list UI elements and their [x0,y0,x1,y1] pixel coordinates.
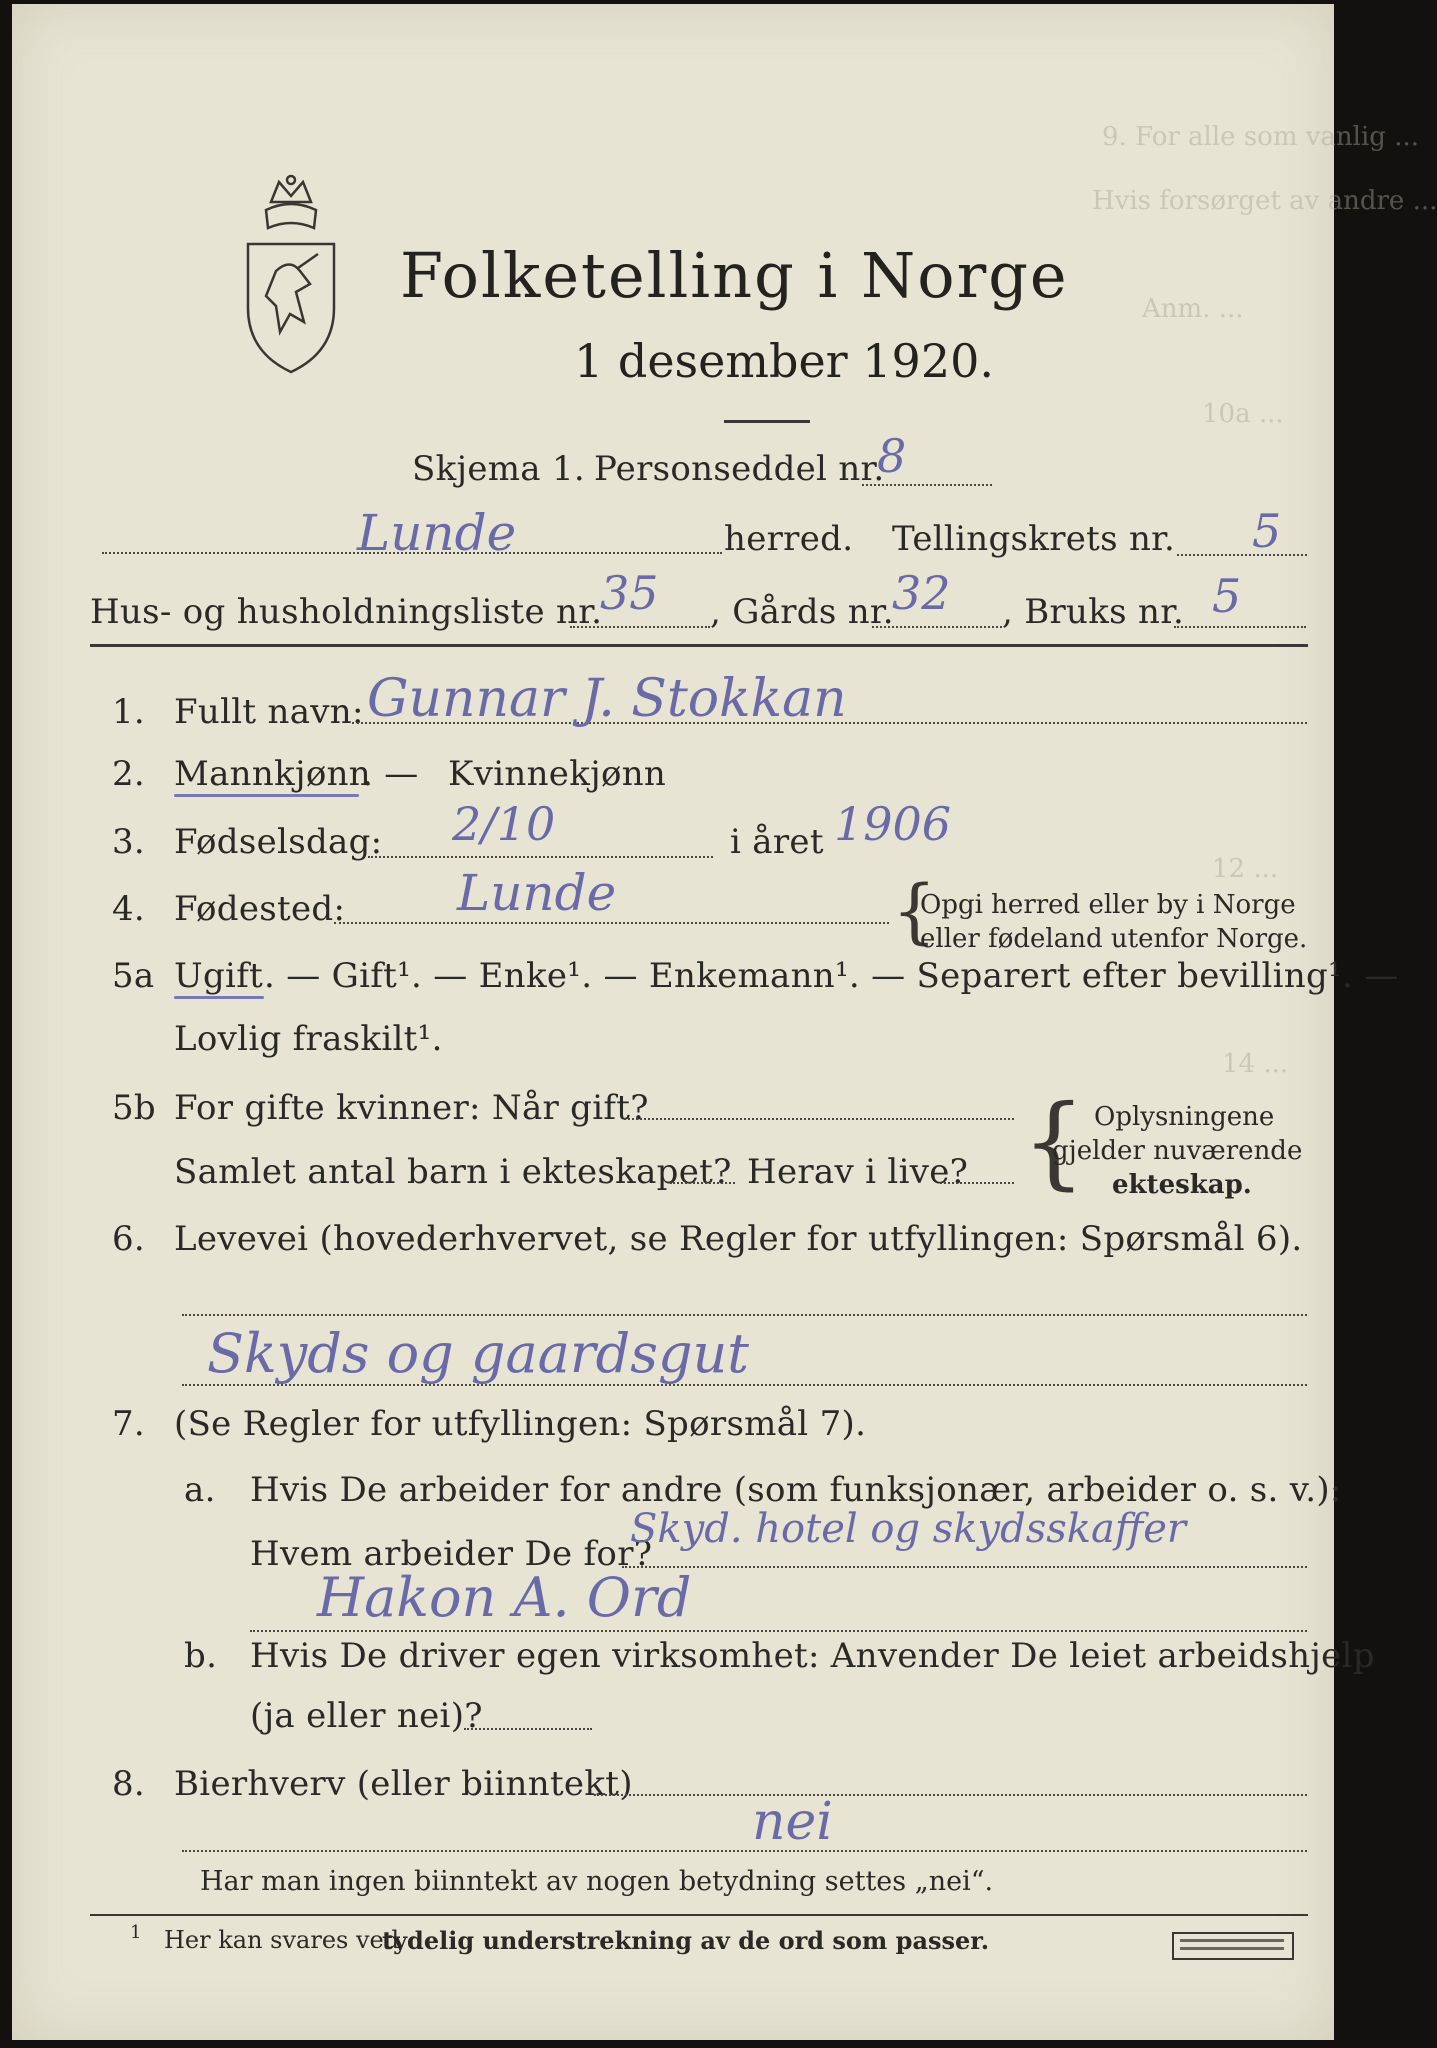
q4-number: 4. [112,889,146,929]
q7a-dots-2 [250,1630,1307,1632]
gender-male-option[interactable]: Mannkjønn [174,754,371,794]
q3-year-label: i året [730,822,824,862]
q7b-letter: b. [184,1636,218,1676]
q7a-line2: Hvem arbeider De for? [250,1534,653,1574]
q7-label: (Se Regler for utfyllingen: Spørsmål 7). [174,1404,867,1444]
hus-value[interactable]: 35 [600,566,659,620]
q5b-number: 5b [112,1088,156,1128]
herred-label: herred. [724,519,854,559]
tellingskrets-dots [1177,554,1307,556]
q3-number: 3. [112,822,146,862]
q8-dots-2 [182,1850,1307,1852]
coat-of-arms-icon [234,176,348,376]
q5b-line2: Samlet antal barn i ekteskapet? [174,1152,732,1192]
q7b-dots [464,1728,592,1730]
gender-female-option[interactable]: Kvinnekjønn [448,754,667,794]
personseddel-dots [862,484,992,486]
q4-brace: { [892,870,937,952]
footnote-bold: tydelig understrekning av de ord som passer. [382,1926,990,1955]
bruks-label: , Bruks nr. [1002,592,1185,632]
q7b-line2: (ja eller nei)? [250,1696,483,1736]
footer-rule [90,1914,1308,1916]
gards-label: , Gårds nr. [710,592,894,632]
birth-year-value[interactable]: 1906 [834,797,952,851]
q3-label: Fødselsdag: [174,822,383,862]
q5b-dots-1 [624,1118,1014,1120]
footnote-text: Her kan svares ved [164,1926,400,1954]
full-name-value[interactable]: Gunnar J. Stokkan [367,669,847,729]
q5b-note-3: ekteskap. [1112,1170,1252,1200]
gards-dots [872,626,1002,628]
employer-value-1[interactable]: Skyd. hotel og skydsskaffer [630,1506,1187,1552]
tellingskrets-value[interactable]: 5 [1252,504,1282,558]
q5b-note-1: Oplysningene [1094,1102,1275,1132]
birthplace-value[interactable]: Lunde [457,864,617,922]
q5b-note-2: gjelder nuværende [1052,1136,1303,1166]
q8-label: Bierhverv (eller biinntekt) [174,1764,633,1804]
employer-value-2[interactable]: Hakon A. Ord [317,1566,692,1629]
footnote-marker: 1 [130,1922,142,1943]
hus-label: Hus- og husholdningsliste nr. [90,592,603,632]
tellingskrets-label: Tellingskrets nr. [892,519,1176,559]
q1-number: 1. [112,692,146,732]
title-divider [724,420,810,423]
schema-label: Skjema 1. [412,449,586,489]
q3-dots [368,856,713,858]
q2-number: 2. [112,754,146,794]
hus-dots [570,626,710,628]
q6-number: 6. [112,1219,146,1259]
herred-value[interactable]: Lunde [357,504,517,562]
q5b-label: For gifte kvinner: Når gift? [174,1088,649,1128]
q2-separator: . — [362,754,419,794]
q5b-alive: Herav i live? [747,1152,969,1192]
birth-date-value[interactable]: 2/10 [452,797,556,851]
q6-dots-2 [182,1384,1307,1386]
male-underline [174,794,359,797]
ugift-underline [174,996,264,999]
q5a-number: 5a [112,956,155,996]
printer-stamp [1172,1932,1294,1960]
q5b-brace: { [1022,1083,1086,1200]
q4-note-2: eller fødeland utenfor Norge. [920,924,1308,954]
q4-label: Fødested: [174,889,346,929]
q1-label: Fullt navn: [174,692,364,732]
q5b-dots-2 [670,1182,735,1184]
q6-label: Levevei (hovederhvervet, se Regler for utfyllingen: Spørsmål 6). [174,1219,1303,1259]
q8-note: Har man ingen biinntekt av nogen betydning settes „nei“. [200,1866,994,1897]
q7-number: 7. [112,1404,146,1444]
header-rule [90,644,1308,647]
q8-dots-1 [594,1794,1307,1796]
q7a-dots-1 [622,1566,1307,1568]
q4-note-1: Opgi herred eller by i Norge [920,890,1296,920]
personseddel-label: Personseddel nr. [594,449,885,489]
q4-dots [334,922,889,924]
bruks-value[interactable]: 5 [1212,569,1242,623]
q8-number: 8. [112,1764,146,1804]
q5b-dots-3 [940,1182,1014,1184]
occupation-value[interactable]: Skyds og gaardsgut [207,1322,750,1385]
q5a-options[interactable]: . — Gift¹. — Enke¹. — Enkemann¹. — Separert efter bevilling¹. — [264,956,1399,996]
census-date: 1 desember 1920. [574,334,994,388]
gards-value[interactable]: 32 [892,566,951,620]
status-ugift-option[interactable]: Ugift [174,956,264,996]
side-income-value[interactable]: nei [752,1792,833,1852]
q7b-label: Hvis De driver egen virksomhet: Anvender De leiet arbeidshjelp [250,1636,1375,1676]
form-title: Folketelling i Norge [400,239,1069,312]
q7a-letter: a. [184,1470,216,1510]
q5a-line2[interactable]: Lovlig fraskilt¹. [174,1019,443,1059]
bruks-dots [1174,626,1306,628]
q7a-label: Hvis De arbeider for andre (som funksjonær, arbeider o. s. v.): [250,1470,1342,1510]
census-form: 9. For alle som vanlig ... Hvis forsørget av andre ... Anm. ... 10a ... 12 ... 14 ... Folketelling i Norge 1 desember 1920. Skjema 1. Personseddel nr. 8 Lunde herred. Tellingskrets nr. 5 Hus- og husholdningsliste nr. 35 , Gårds nr. 32 , Bruks nr. 5 1. Fullt navn: Gunnar J. Stokkan 2. Mannkjønn . — Kvinnekjønn 3. Fødselsdag: 2/10 i året 1906 4. Fødested: Lunde { Opgi herred eller by i Norge eller fødeland utenfor Norge. 5a Ugift . — Gift¹. — Enke¹. — Enkemann¹. — Separert efter bevilling¹. — Lovlig fraskilt¹. 5b For gifte kvinner: Når gift? Samlet antal barn i ekteskapet? Herav i live? { Oplysningene gjelder nuværende ekteskap. 6. Levevei (hovederhvervet, se Regler for utfyllingen: Spørsmål 6). Skyds og gaardsgut 7. (Se Regler for utfyllingen: Spørsmål 7). a. Hvis De arbeider for andre (som funksjonær, arbeider o. s. v.): Hvem arbeider De for? Skyd. hotel og skydsskaffer Hakon A. Ord b. Hvis De driver egen virksomhet: Anvender De leiet arbeidshjelp (ja eller nei)? 8. Bierhverv (eller biinntekt) nei Har man ingen biinntekt av nogen betydning settes „nei“. 1 Her kan svares ved tydelig understrekning av de ord som passer. [12,4,1334,2040]
q6-dots-1 [182,1314,1307,1316]
personseddel-value[interactable]: 8 [877,429,907,483]
